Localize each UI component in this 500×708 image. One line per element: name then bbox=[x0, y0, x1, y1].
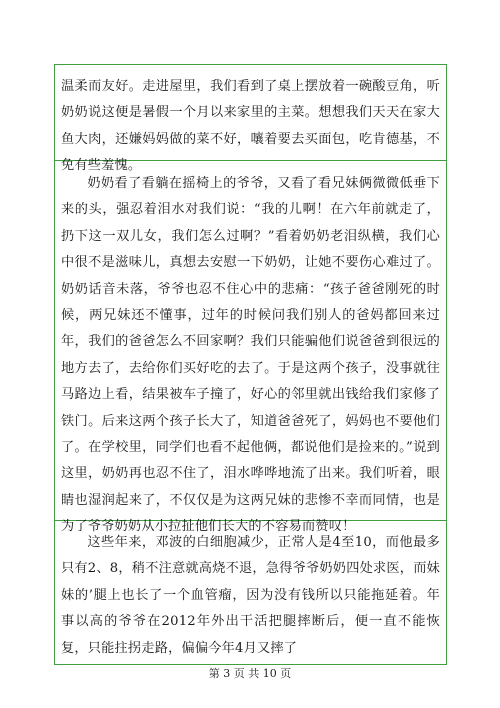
paragraph-3: 这些年来，邓波的白细胞减少，正常人是4至10，而他最多只有2、8，稍不注意就高烧不退，急得爷爷奶奶四处求医，而妹妹的’腿上也长了一个血管瘤，因为没有钱所以只能拖延着。年事以高的爷爷在2012年外出干活把腿摔断后，便一直不能恢复，只能拄拐走路，偏偏今年4月又摔了 bbox=[61, 535, 440, 656]
text-grid-table bbox=[54, 64, 447, 665]
paragraph-2: 奶奶看了看躺在摇椅上的爷爷，又看了看兄妹俩微微低垂下来的头，强忍着泪水对我们说：“我的儿啊！在六年前就走了，扔下这一双儿女，我们怎么过啊？”看着奶奶老泪纵横，我们心中很不是滋味儿，真想去安慰一下奶奶，让她不要伤心难过了。奶奶话音未落，爷爷也忍不住心中的悲痛：“孩子爸爸刚死的时候，两兄妹还不懂事，过年的时候问我们别人的爸妈都回来过年，我们的爸爸怎么不回家啊？我们只能骗他们说爸爸到很远的地方去了，去给你们买好吃的去了。于是这两个孩子，没事就往马路边上看，结果被车子撞了，好心的邻里就出钱给我们家修了铁门。后来这两个孩子长大了，知道爸爸死了，妈妈也不要他们了。在学校里，同学们也看不起他俩，都说他们是捡来的。”说到这里，奶奶再也忍不住了，泪水哗哗地流了出来。我们听着，眼睛也湿润起来了，不仅仅是为这两兄妹的悲惨不幸而同情，也是为了爷爷奶奶从小拉扯他们长大的不容易而赞叹！ bbox=[55, 161, 446, 521]
paragraph-1: 温柔而友好。走进屋里，我们看到了桌上摆放着一碗酸豆角，听奶奶说这便是暑假一个月以来家里的主菜。想想我们天天在家大鱼大肉，还嫌妈妈做的菜不好，嚷着要去买面包，吃肯德基，不免有些羞愧。 bbox=[55, 65, 446, 161]
page-number-footer: 第 3 页 共 10 页 bbox=[208, 667, 292, 680]
